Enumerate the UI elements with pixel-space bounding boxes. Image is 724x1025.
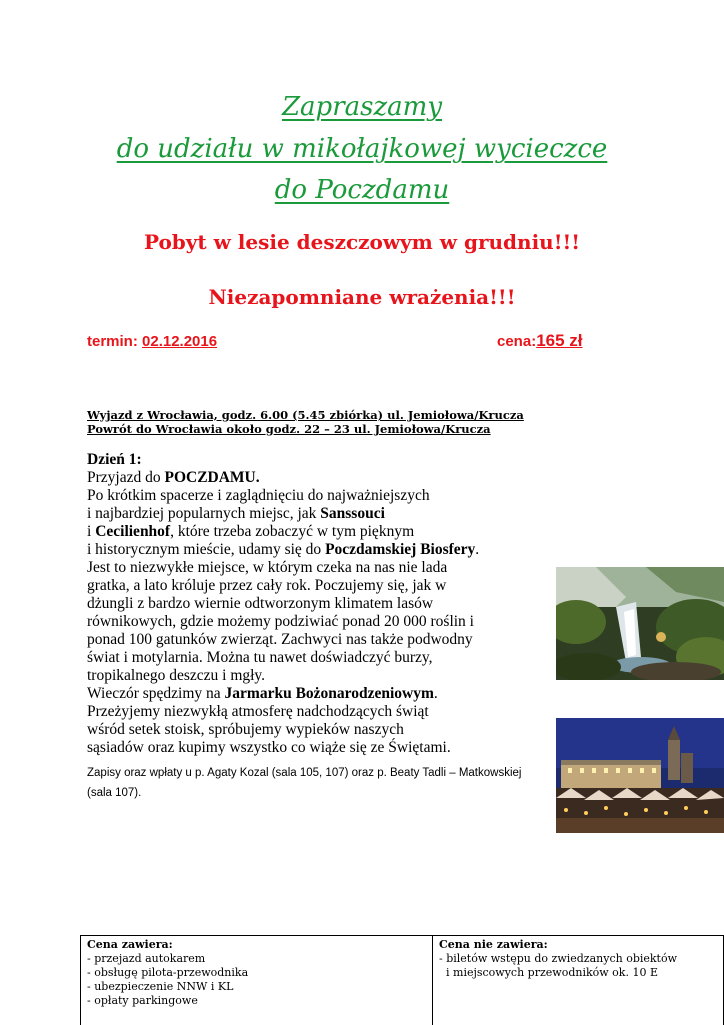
termin-value: 02.12.2016 bbox=[142, 333, 218, 350]
price-value: 165 zł bbox=[536, 331, 583, 350]
travel-info bbox=[87, 408, 524, 436]
itinerary-line: równikowych, gdzie możemy podziwiać ponad 20 000 roślin i bbox=[87, 613, 474, 630]
jarmark: Jarmarku Bożonarodzeniowym bbox=[224, 685, 434, 702]
christmas-market-photo bbox=[556, 718, 724, 833]
includes-item: - przejazd autokarem bbox=[87, 952, 206, 965]
rainforest-photo bbox=[556, 567, 724, 680]
termin-label: termin: bbox=[87, 333, 143, 350]
price-table bbox=[80, 935, 724, 1025]
price-label: cena: bbox=[497, 333, 537, 350]
biosfera: Poczdamskiej Biosfery bbox=[325, 541, 476, 558]
itinerary-line: tropikalnego deszczu i mgły. bbox=[87, 667, 266, 684]
subtitle-rainforest: Pobyt w lesie deszczowym w grudniu!!! bbox=[143, 230, 581, 254]
itinerary-line: i Cecilienhof, które trzeba zobaczyć w tym pięknym bbox=[87, 523, 415, 540]
departure-line: Wyjazd z Wrocławia, godz. 6.00 (5.45 zbiórka) ul. Jemiołowa/Krucza bbox=[87, 408, 524, 422]
itinerary-line: świat i motylarnia. Można tu nawet doświadczyć burzy, bbox=[87, 649, 433, 666]
price-includes bbox=[81, 936, 433, 1025]
itinerary-line: Jest to niezwykłe miejsce, w którym czeka na nas nie lada bbox=[87, 559, 448, 576]
excludes-item: - biletów wstępu do zwiedzanych obiektów bbox=[439, 952, 678, 965]
registration-note bbox=[87, 763, 557, 803]
includes-item: - obsługę pilota-przewodnika bbox=[87, 966, 249, 979]
cecilienhof: Cecilienhof bbox=[95, 523, 171, 540]
sanssouci: Sanssouci bbox=[320, 505, 385, 522]
title-line-3: do Poczdamu bbox=[274, 175, 450, 205]
price bbox=[497, 331, 583, 351]
itinerary-line: Po krótkim spacerze i zaglądnięciu do najważniejszych bbox=[87, 487, 430, 504]
itinerary-line: wśród setek stoisk, spróbujemy wypieków naszych bbox=[87, 721, 404, 738]
itinerary-line: i historycznym mieście, udamy się do Poczdamskiej Biosfery. bbox=[87, 541, 480, 558]
includes-header: Cena zawiera: bbox=[87, 938, 173, 951]
arrival-place: POCZDAMU. bbox=[164, 469, 260, 486]
termin bbox=[87, 333, 217, 350]
itinerary-line: Wieczór spędzimy na Jarmarku Bożonarodzeniowym. bbox=[87, 685, 438, 702]
itinerary-line: dżungli z bardzo wiernie odtworzonym klimatem lasów bbox=[87, 595, 434, 612]
itinerary-line: gratka, a lato króluje przez cały rok. Poczujemy się, jak w bbox=[87, 577, 447, 594]
excludes-header: Cena nie zawiera: bbox=[439, 938, 548, 951]
itinerary bbox=[87, 451, 547, 757]
itinerary-line: sąsiadów oraz kupimy wszystko co wiąże się ze Świętami. bbox=[87, 739, 451, 756]
subtitle-impressions: Niezapomniane wrażenia!!! bbox=[208, 285, 516, 309]
itinerary-line: Przyjazd do POCZDAMU. bbox=[87, 469, 260, 486]
note-line: (sala 107). bbox=[87, 787, 142, 799]
itinerary-line: i najbardziej popularnych miejsc, jak Sanssouci bbox=[87, 505, 385, 522]
excludes-item: i miejscowych przewodników ok. 10 E bbox=[439, 966, 658, 979]
title-line-2: do udziału w mikołajkowej wycieczce bbox=[116, 134, 608, 164]
day-title: Dzień 1: bbox=[87, 451, 142, 468]
includes-item: - ubezpieczenie NNW i KL bbox=[87, 980, 234, 993]
note-line: Zapisy oraz wpłaty u p. Agaty Kozal (sala 105, 107) oraz p. Beaty Tadli – Matkowskiej bbox=[87, 767, 522, 779]
price-excludes bbox=[433, 936, 723, 1025]
return-line: Powrót do Wrocławia około godz. 22 – 23 ul. Jemiołowa/Krucza bbox=[87, 422, 491, 436]
itinerary-line: Przeżyjemy niezwykłą atmosferę nadchodzących świąt bbox=[87, 703, 429, 720]
itinerary-line: ponad 100 gatunków zwierząt. Zachwyci nas także podwodny bbox=[87, 631, 473, 648]
includes-item: - opłaty parkingowe bbox=[87, 994, 198, 1007]
title-line-1: Zapraszamy bbox=[281, 92, 443, 122]
